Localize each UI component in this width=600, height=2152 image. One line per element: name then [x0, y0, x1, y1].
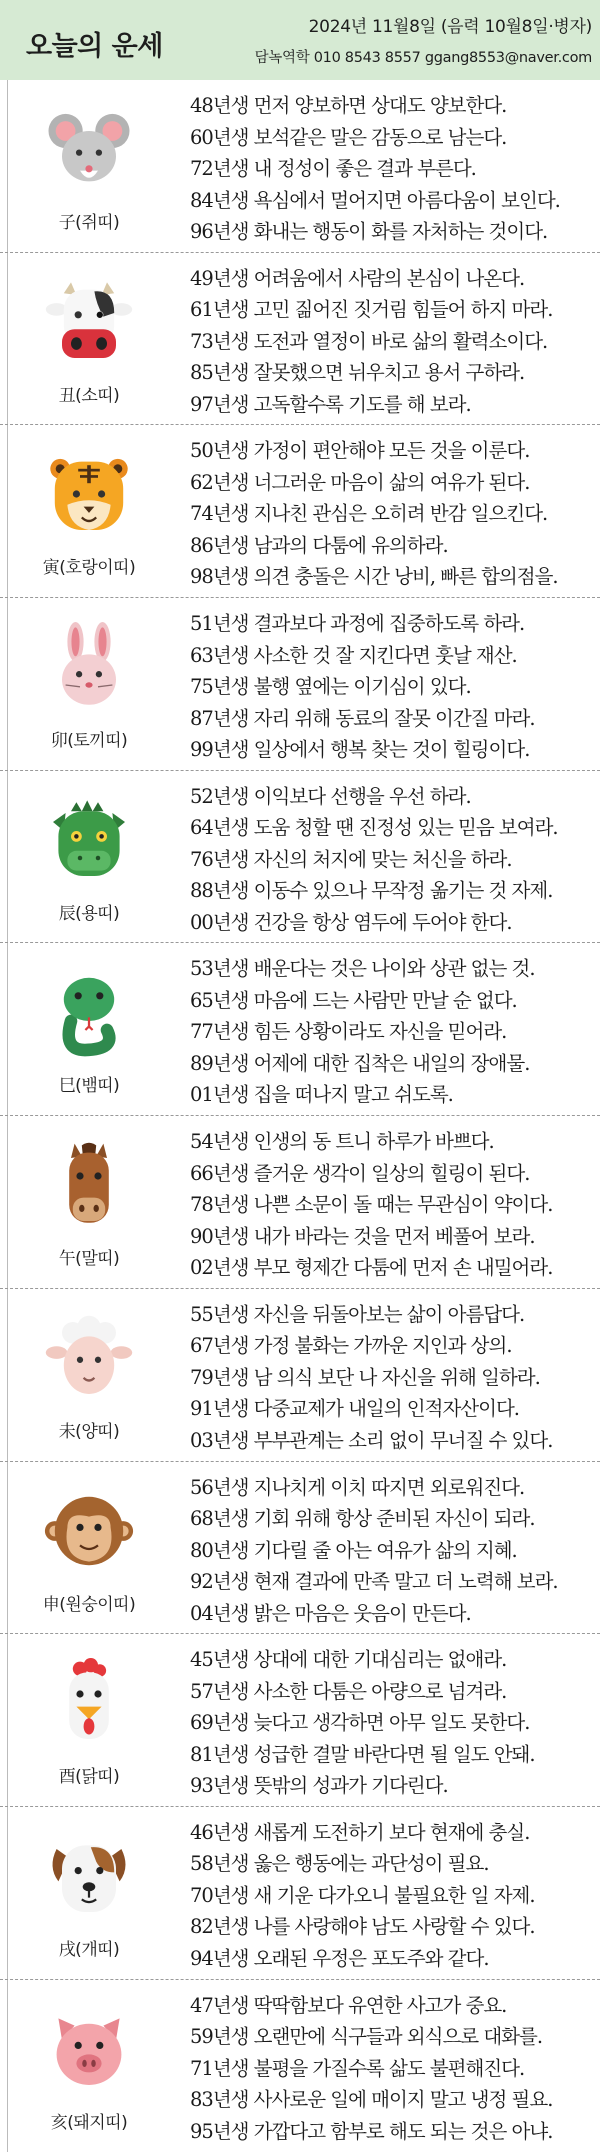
fortune-lines — [190, 1990, 600, 2148]
fortune-line: 95년생 가깝다고 함부로 해도 되는 것은 아냐. — [190, 2119, 553, 2143]
animal-badge — [14, 253, 164, 425]
fortune-line: 01년생 집을 떠나지 말고 쉬도록. — [190, 1083, 453, 1107]
zodiac-row-tiger — [0, 425, 600, 598]
fortune-line: 60년생 보석같은 말은 감동으로 남는다. — [190, 125, 507, 149]
fortune-line: 50년생 가정이 편안해야 모든 것을 이룬다. — [190, 439, 530, 463]
fortune-line: 97년생 고독할수록 기도를 해 보라. — [190, 392, 471, 416]
fortune-line: 88년생 이동수 있으나 무작정 옮기는 것 자제. — [190, 879, 553, 903]
fortune-line: 98년생 의견 충돌은 시간 낭비, 빠른 합의점을. — [190, 565, 558, 589]
fortune-line: 91년생 다중교제가 내일의 인적자산이다. — [190, 1397, 519, 1421]
fortune-line: 02년생 부모 형제간 다툼에 먼저 손 내밀어라. — [190, 1256, 553, 1280]
zodiac-row-monkey — [0, 1462, 600, 1635]
animal-label: 未(양띠) — [58, 1421, 120, 1442]
fortune-line: 65년생 마음에 드는 사람만 만날 순 없다. — [190, 988, 517, 1012]
fortune-line: 79년생 남 의식 보단 나 자신을 위해 일하라. — [190, 1365, 540, 1389]
fortune-line: 82년생 나를 사랑해야 남도 사랑할 수 있다. — [190, 1915, 535, 1939]
fortune-line: 70년생 새 기운 다가오니 불필요한 일 자제. — [190, 1883, 535, 1907]
fortune-line: 64년생 도움 청할 땐 진정성 있는 믿음 보여라. — [190, 816, 558, 840]
fortune-line: 52년생 이익보다 선행을 우선 하라. — [190, 784, 471, 808]
fortune-line: 53년생 배운다는 것은 나이와 상관 없는 것. — [190, 957, 535, 981]
fortune-line: 48년생 먼저 양보하면 상대도 양보한다. — [190, 94, 507, 117]
fortune-lines — [190, 1299, 600, 1457]
fortune-line: 54년생 인생의 동 트니 하루가 바쁘다. — [190, 1130, 494, 1154]
zodiac-row-rabbit — [0, 598, 600, 771]
fortune-line: 96년생 화내는 행동이 화를 자처하는 것이다. — [190, 220, 548, 243]
zodiac-row-dragon — [0, 771, 600, 944]
fortune-line: 89년생 어제에 대한 집착은 내일의 장애물. — [190, 1051, 530, 1075]
animal-badge — [14, 1289, 164, 1461]
animal-badge — [14, 425, 164, 597]
fortune-line: 49년생 어려움에서 사람의 본심이 나온다. — [190, 266, 525, 290]
fortune-line: 83년생 사사로운 일에 매이지 말고 냉정 필요. — [190, 2088, 553, 2112]
zodiac-row-pig — [0, 1980, 600, 2152]
animal-label: 寅(호랑이띠) — [42, 558, 136, 579]
zodiac-row-snake — [0, 943, 600, 1116]
animal-badge — [14, 1807, 164, 1979]
header-date: 2024년 11월8일 (음력 10월8일·병자) — [308, 17, 592, 37]
fortune-lines — [190, 1472, 600, 1630]
animal-label: 卯(토끼띠) — [50, 731, 128, 752]
dog-icon — [44, 1831, 134, 1921]
animal-label: 午(말띠) — [58, 1249, 120, 1270]
animal-label: 亥(돼지띠) — [50, 2112, 128, 2133]
fortune-line: 92년생 현재 결과에 만족 말고 더 노력해 보라. — [190, 1570, 558, 1593]
animal-badge — [14, 1462, 164, 1634]
fortune-line: 47년생 딱딱함보다 유연한 사고가 중요. — [190, 1993, 507, 2017]
fortune-line: 00년생 건강을 항상 염두에 두어야 한다. — [190, 910, 512, 934]
zodiac-row-dog — [0, 1807, 600, 1980]
fortune-line: 86년생 남과의 다툼에 유의하라. — [190, 533, 448, 557]
fortune-line: 71년생 불평을 가질수록 삶도 불편해진다. — [190, 2056, 525, 2080]
fortune-line: 66년생 즐거운 생각이 일상의 힐링이 된다. — [190, 1161, 530, 1185]
fortune-line: 63년생 사소한 것 잘 지킨다면 훗날 재산. — [190, 643, 517, 667]
fortune-line: 84년생 욕심에서 멀어지면 아름다움이 보인다. — [190, 188, 560, 212]
fortune-line: 56년생 지나치게 이치 따지면 외로워진다. — [190, 1475, 525, 1499]
fortune-line: 03년생 부부관계는 소리 없이 무너질 수 있다. — [190, 1428, 553, 1452]
zodiac-row-cow — [0, 253, 600, 426]
fortune-line: 67년생 가정 불화는 가까운 지인과 상의. — [190, 1334, 512, 1358]
animal-label: 子(쥐띠) — [58, 213, 120, 233]
animal-badge — [14, 598, 164, 770]
animal-label: 戌(개띠) — [58, 1939, 120, 1960]
fortune-lines — [190, 435, 600, 593]
fortune-line: 73년생 도전과 열정이 바로 삶의 활력소이다. — [190, 329, 548, 353]
fortune-line: 45년생 상대에 대한 기대심리는 없애라. — [190, 1648, 507, 1672]
animal-label: 酉(닭띠) — [58, 1767, 120, 1788]
fortune-lines — [190, 953, 600, 1111]
animal-badge — [14, 771, 164, 943]
fortune-lines — [190, 1644, 600, 1802]
fortune-lines — [190, 263, 600, 421]
fortune-line: 94년생 오래된 우정은 포도주와 같다. — [190, 1946, 489, 1970]
cow-icon — [44, 277, 134, 367]
fortune-line: 61년생 고민 짊어진 짓거림 힘들어 하지 마라. — [190, 298, 553, 322]
animal-badge — [14, 1116, 164, 1288]
fortune-line: 58년생 옳은 행동에는 과단성이 필요. — [190, 1852, 489, 1876]
fortune-line: 87년생 자리 위해 동료의 잘못 이간질 마라. — [190, 706, 535, 730]
header-bar — [0, 0, 600, 80]
fortune-line: 99년생 일상에서 행복 찾는 것이 힐링이다. — [190, 738, 530, 762]
fortune-line: 62년생 너그러운 마음이 삶의 여유가 된다. — [190, 470, 530, 494]
dragon-icon — [44, 795, 134, 885]
horse-icon — [44, 1140, 134, 1230]
fortune-line: 55년생 자신을 뒤돌아보는 삶이 아름답다. — [190, 1302, 525, 1326]
fortune-line: 68년생 기회 위해 항상 준비된 자신이 되라. — [190, 1507, 535, 1530]
fortune-lines — [190, 781, 600, 939]
animal-label: 丑(소띠) — [58, 385, 120, 406]
fortune-line: 59년생 오랜만에 식구들과 외식으로 대화를. — [190, 2025, 543, 2049]
fortune-lines — [190, 608, 600, 766]
sheep-icon — [44, 1313, 134, 1403]
pig-icon — [44, 2004, 134, 2094]
zodiac-row-horse — [0, 1116, 600, 1289]
header-contact: 담녹역학 010 8543 8557 ggang8553@naver.com — [254, 50, 592, 66]
animal-badge — [14, 1980, 164, 2152]
page-title: 오늘의 운세 — [26, 31, 163, 62]
snake-icon — [44, 967, 134, 1057]
monkey-icon — [44, 1486, 134, 1576]
fortune-line: 78년생 나쁜 소문이 돌 때는 무관심이 약이다. — [190, 1193, 553, 1217]
fortune-line: 90년생 내가 바라는 것을 먼저 베풀어 보라. — [190, 1224, 535, 1248]
fortune-line: 77년생 힘든 상황이라도 자신을 믿어라. — [190, 1020, 507, 1044]
fortune-lines — [190, 1126, 600, 1284]
fortune-line: 46년생 새롭게 도전하기 보다 현재에 충실. — [190, 1820, 530, 1844]
animal-badge — [14, 1634, 164, 1806]
tiger-icon — [44, 449, 134, 539]
fortune-line: 81년생 성급한 결말 바란다면 될 일도 안돼. — [190, 1742, 535, 1766]
animal-label: 辰(용띠) — [58, 903, 120, 924]
zodiac-row-sheep — [0, 1289, 600, 1462]
rooster-icon — [44, 1658, 134, 1748]
zodiac-list — [0, 80, 600, 2152]
fortune-line: 57년생 사소한 다툼은 아량으로 넘겨라. — [190, 1679, 507, 1703]
rat-icon — [44, 104, 134, 194]
animal-badge — [14, 943, 164, 1115]
fortune-line: 72년생 내 정성이 좋은 결과 부른다. — [190, 157, 476, 180]
fortune-line: 93년생 뜻밖의 성과가 기다린다. — [190, 1774, 448, 1798]
fortune-line: 76년생 자신의 처지에 맞는 처신을 하라. — [190, 847, 512, 871]
fortune-line: 75년생 불행 옆에는 이기심이 있다. — [190, 675, 471, 699]
animal-label: 巳(뱀띠) — [58, 1076, 120, 1097]
rabbit-icon — [44, 622, 134, 712]
animal-label: 申(원숭이띠) — [42, 1594, 136, 1615]
animal-badge — [14, 80, 164, 252]
fortune-line: 04년생 밝은 마음은 웃음이 만든다. — [190, 1601, 471, 1625]
fortune-line: 74년생 지나친 관심은 오히려 반감 일으킨다. — [190, 502, 548, 526]
zodiac-row-rat — [0, 80, 600, 253]
fortune-line: 69년생 늦다고 생각하면 아무 일도 못한다. — [190, 1711, 530, 1735]
fortune-line: 51년생 결과보다 과정에 집중하도록 하라. — [190, 612, 525, 636]
fortune-lines — [190, 90, 600, 248]
zodiac-row-rooster — [0, 1634, 600, 1807]
fortune-lines — [190, 1817, 600, 1975]
fortune-line: 85년생 잘못했으면 뉘우치고 용서 구하라. — [190, 361, 525, 385]
fortune-line: 80년생 기다릴 줄 아는 여유가 삶의 지혜. — [190, 1538, 517, 1562]
